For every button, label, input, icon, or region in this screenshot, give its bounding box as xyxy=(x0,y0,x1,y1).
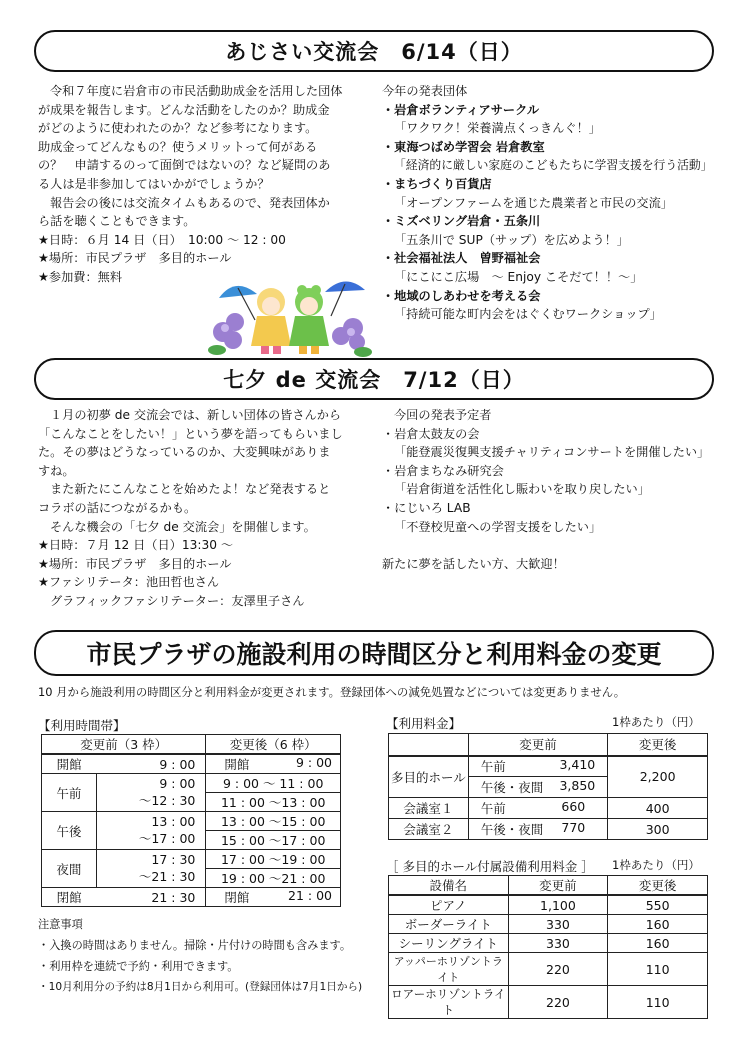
equip-before: 330 xyxy=(508,915,608,934)
notes-title: 注意事項 xyxy=(38,918,83,931)
group-theme: 「オープンファームを通じた農業者と市民の交流」 xyxy=(394,195,673,210)
slot-label: 夜間 xyxy=(42,850,97,888)
equip-before: 220 xyxy=(508,986,608,1019)
equip-before: 330 xyxy=(508,934,608,953)
equip-head-before: 変更前 xyxy=(508,876,608,896)
tanabata-place: ★場所：市民プラザ 多目的ホール xyxy=(38,556,232,571)
plaza-title-banner xyxy=(34,630,714,676)
tanabata-title: 七夕 de 交流会 7/12（日） xyxy=(223,368,525,392)
equip-after: 110 xyxy=(608,953,708,986)
fee-hall-am: 午前 xyxy=(480,759,506,775)
equip-name: ピアノ xyxy=(389,895,509,915)
fee-room1: 会議室１ xyxy=(389,798,469,819)
tanabata-body-line: 「こんなことをしたい！」という夢を語ってもらいまし xyxy=(38,426,343,441)
equip-table xyxy=(388,875,708,1019)
plaza-intro: 10 月から施設利用の時間区分と利用料金が変更されます。登録団体への減免処置などについては変更ありません。 xyxy=(38,685,626,699)
group-theme: 「能登震災復興支援チャリティコンサートを開催したい」 xyxy=(394,445,710,460)
fee-hall-am-val: 3,410 xyxy=(559,757,596,773)
ajisai-title-banner xyxy=(34,30,714,72)
equip-name: ロアーホリゾントライト xyxy=(389,986,509,1019)
equip-unit: 1枠あたり（円） xyxy=(612,858,700,872)
slot-after: 13 : 00 ～15 : 00 xyxy=(206,812,341,831)
ajisai-body-line: の？ 申請するのって面倒ではないの？など疑問のあ xyxy=(38,158,331,173)
open-label: 開館 xyxy=(42,754,97,774)
fee-room1-slot: 午前 xyxy=(480,801,506,816)
equip-head-name: 設備名 xyxy=(389,876,509,896)
tanabata-body-line: また新たにこんなことを始めたよ！など発表すると xyxy=(50,482,331,497)
ajisai-body-line: 令和７年度に岩倉市の市民活動助成金を活用した団体 xyxy=(50,84,343,98)
slot-after: 15 : 00 ～17 : 00 xyxy=(206,831,341,850)
ajisai-body-line: 助成金ってどんなもの？使うメリットって何がある xyxy=(38,139,318,154)
fee-hall-after: 2,200 xyxy=(608,756,708,798)
equip-caption: ［ 多目的ホール付属設備利用料金 ］ xyxy=(386,859,594,874)
group-theme: 「五条川で SUP（サップ）を広めよう！」 xyxy=(394,232,629,247)
ajisai-groups-heading: 今年の発表団体 xyxy=(382,84,468,98)
ajisai-date: ★日時：６月 14 日（日） 10:00 ～ 12 : 00 xyxy=(38,232,286,247)
slot-before-start: 13 : 00 xyxy=(151,814,196,829)
slot-before-end: ～17 : 00 xyxy=(138,831,196,846)
fee-room2-after: 300 xyxy=(608,819,708,840)
fee-caption: 【利用料金】 xyxy=(386,716,462,731)
open-label-after: 開館 xyxy=(224,757,250,772)
hours-table xyxy=(41,734,341,907)
group-theme: 「持続可能な町内会をはぐくむワークショップ」 xyxy=(394,307,662,322)
group-theme: 「岩倉街道を活性化し賑わいを取り戻したい」 xyxy=(394,482,650,497)
fee-room2-val: 770 xyxy=(561,820,586,835)
fee-hall-am-cell xyxy=(468,756,608,777)
slot-before xyxy=(96,850,206,888)
tanabata-body-line: そんな機会の「七夕 de 交流会」を開催します。 xyxy=(50,519,316,534)
slot-after: 17 : 00 ～19 : 00 xyxy=(206,850,341,869)
children-umbrella-illustration xyxy=(205,270,375,358)
open-after: 9 : 00 xyxy=(295,755,332,770)
slot-before-start: 9 : 00 xyxy=(159,776,196,791)
hours-caption: 【利用時間帯】 xyxy=(38,718,126,733)
ajisai-groups xyxy=(382,82,722,324)
close-after: 21 : 00 xyxy=(288,888,332,903)
hours-head-after: 変更後（6 枠） xyxy=(206,735,341,755)
close-label-after: 閉館 xyxy=(224,890,250,905)
group-theme: 「にこにこ広場 ～ Enjoy こそだて！！～」 xyxy=(394,269,643,284)
tanabata-welcome: 新たに夢を話したい方、大歓迎！ xyxy=(382,556,565,571)
equip-before: 1,100 xyxy=(508,895,608,915)
tanabata-body xyxy=(38,406,378,611)
fee-hall-pm-val: 3,850 xyxy=(559,778,596,793)
close-before: 21 : 30 xyxy=(96,888,206,907)
group-name: ・にじいろ LAB xyxy=(382,500,471,515)
ajisai-body-line: がどのように使われたのか？など参考になります。 xyxy=(38,121,318,136)
fee-room1-after: 400 xyxy=(608,798,708,819)
equip-name: アッパーホリゾントライト xyxy=(389,953,509,986)
slot-after: 9 : 00 ～ 11 : 00 xyxy=(206,774,341,793)
slot-before-start: 17 : 30 xyxy=(151,852,196,867)
group-theme: 「経済的に厳しい家庭のこどもたちに学習支援を行う活動」 xyxy=(394,158,713,173)
equip-name: ボーダーライト xyxy=(389,915,509,934)
close-after-cell xyxy=(206,888,341,907)
fee-table xyxy=(388,733,708,840)
group-name: ・ミズベリング岩倉・五条川 xyxy=(382,214,541,229)
fee-room2: 会議室２ xyxy=(389,819,469,840)
fee-hall: 多目的ホール xyxy=(389,756,469,798)
group-name: ・東海つばめ学習会 岩倉教室 xyxy=(382,139,545,154)
fee-room2-cell xyxy=(468,819,608,840)
ajisai-place: ★場所：市民プラザ 多目的ホール xyxy=(38,251,232,266)
group-name: ・岩倉ボランティアサークル xyxy=(382,102,540,117)
group-theme: 「不登校児童への学習支援をしたい」 xyxy=(394,519,602,534)
tanabata-body-line: １月の初夢 de 交流会では、新しい団体の皆さんから xyxy=(50,408,342,422)
ajisai-body-line: ら話を聴くこともできます。 xyxy=(38,214,196,229)
slot-before-end: ～12 : 30 xyxy=(138,793,196,808)
fee-unit: 1枠あたり（円） xyxy=(612,715,700,729)
equip-name: シーリングライト xyxy=(389,934,509,953)
equip-after: 550 xyxy=(608,895,708,915)
tanabata-facilitator: ★ファシリテータ：池田哲也さん xyxy=(38,575,220,590)
fee-head-before: 変更前 xyxy=(468,734,608,756)
notes xyxy=(38,914,362,998)
ajisai-body-line: が成果を報告します。どんな活動をしたのか？助成金 xyxy=(38,102,330,117)
fee-room1-val: 660 xyxy=(561,799,586,814)
group-name: ・まちづくり百貨店 xyxy=(382,176,492,191)
slot-label: 午後 xyxy=(42,812,97,850)
fee-room1-cell xyxy=(468,798,608,819)
note-item: ・利用枠を連続で予約・利用できます。 xyxy=(38,960,239,973)
group-name: ・岩倉まちなみ研究会 xyxy=(382,463,504,478)
slot-before-end: ～21 : 30 xyxy=(138,869,196,884)
equip-head-after: 変更後 xyxy=(608,876,708,896)
close-label: 閉館 xyxy=(42,888,97,907)
fee-room2-slot: 午後・夜間 xyxy=(480,822,544,837)
tanabata-date: ★日時：７月 12 日（日）13:30 ～ xyxy=(38,538,234,553)
group-name: ・岩倉太鼓友の会 xyxy=(382,426,480,441)
open-after-cell xyxy=(206,754,341,774)
group-name: ・社会福祉法人 曽野福祉会 xyxy=(382,251,541,266)
equip-after: 160 xyxy=(608,934,708,953)
tanabata-body-line: すね。 xyxy=(38,463,75,478)
equip-before: 220 xyxy=(508,953,608,986)
tanabata-groups xyxy=(382,406,722,573)
ajisai-title: あじさい交流会 6/14（日） xyxy=(225,40,523,64)
tanabata-body-line: た。その夢はどうなっているのか、大変興味がありま xyxy=(38,445,331,460)
fee-hall-pm: 午後・夜間 xyxy=(480,780,544,795)
note-item: ・10月利用分の予約は8月1日から利用可。(登録団体は7月1日から) xyxy=(38,981,363,993)
fee-hall-pm-cell xyxy=(468,777,608,798)
equip-after: 160 xyxy=(608,915,708,934)
ajisai-body xyxy=(38,82,378,287)
slot-before xyxy=(96,774,206,812)
fee-head-after: 変更後 xyxy=(608,734,708,756)
equip-after: 110 xyxy=(608,986,708,1019)
tanabata-groups-heading: 今回の発表予定者 xyxy=(394,408,492,422)
ajisai-fee: ★参加費：無料 xyxy=(38,269,123,284)
tanabata-body-line: コラボの話につながるかも。 xyxy=(38,500,197,515)
plaza-title: 市民プラザの施設利用の時間区分と利用料金の変更 xyxy=(86,640,662,669)
spacer xyxy=(382,536,722,555)
slot-label: 午前 xyxy=(42,774,97,812)
tanabata-graphic: グラフィックファシリテーター：友澤里子さん xyxy=(50,593,305,608)
hours-head-before: 変更前（3 枠） xyxy=(42,735,206,755)
slot-after: 19 : 00 ～21 : 00 xyxy=(206,869,341,888)
fee-head-blank xyxy=(389,734,469,756)
ajisai-body-line: 報告会の後には交流タイムもあるので、発表団体か xyxy=(50,195,330,210)
ajisai-body-line: る人は是非参加してはいかがでしょうか？ xyxy=(38,176,270,191)
group-theme: 「ワクワク！栄養満点くっきんぐ！」 xyxy=(394,121,601,136)
note-item: ・入換の時間はありません。掃除・片付けの時間も含みます。 xyxy=(38,939,352,952)
group-name: ・地域のしあわせを考える会 xyxy=(382,288,541,303)
open-before: 9 : 00 xyxy=(96,754,206,774)
tanabata-title-banner xyxy=(34,358,714,400)
slot-after: 11 : 00 ～13 : 00 xyxy=(206,793,341,812)
slot-before xyxy=(96,812,206,850)
